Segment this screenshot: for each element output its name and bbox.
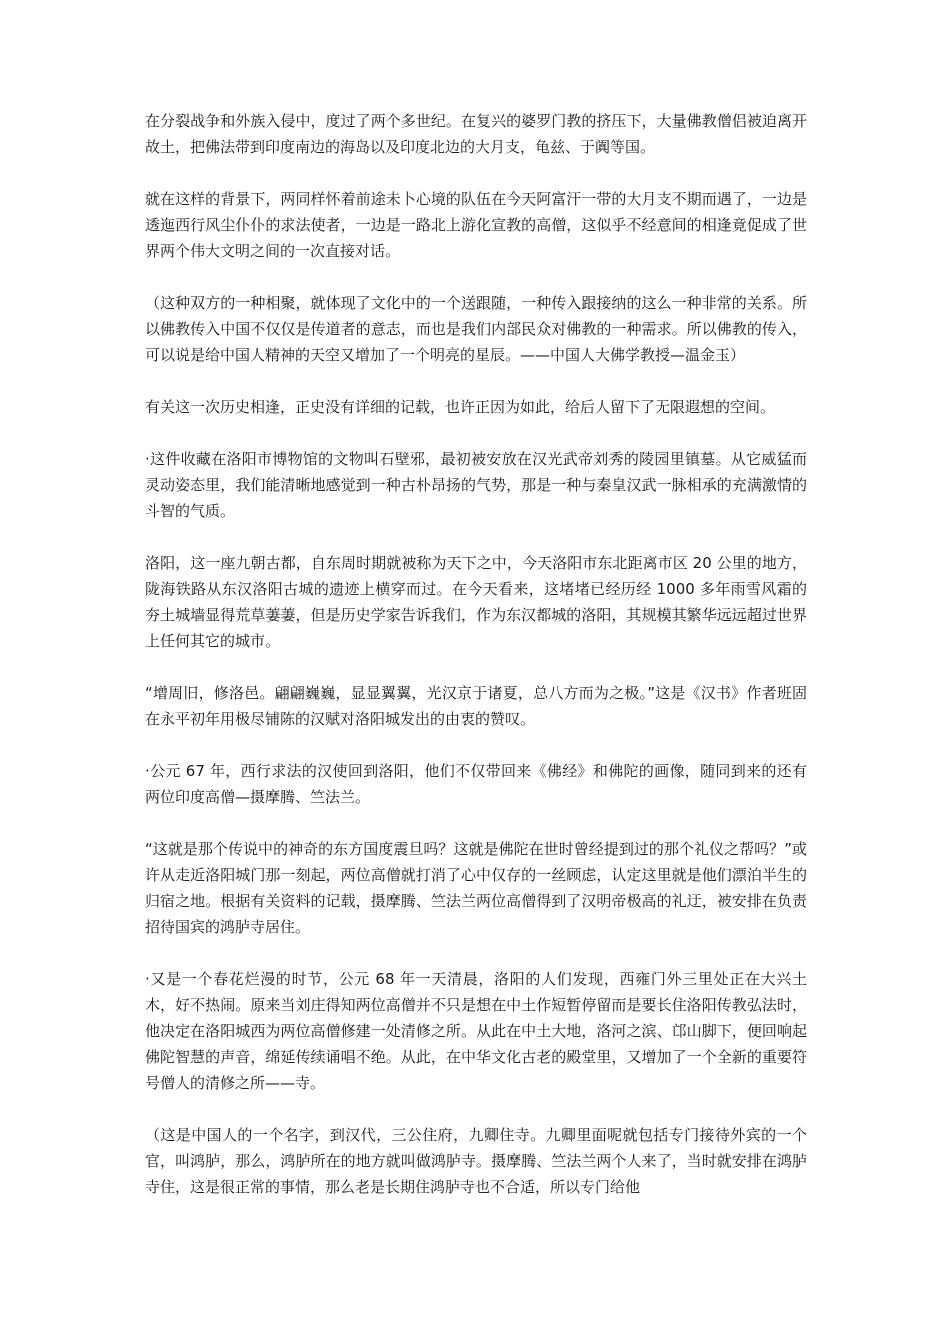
paragraph-8: ·公元 67 年，西行求法的汉使回到洛阳，他们不仅带回来《佛经》和佛陀的画像，随同到来的还有两位印度高僧—摄摩腾、竺法兰。: [145, 762, 807, 806]
paragraph-7: “增周旧，修洛邑。翩翩巍巍，显显翼翼，光汉京于诸夏，总八方而为之极。”这是《汉书》作者班固在永平初年用极尽铺陈的汉赋对洛阳城发出的由衷的赞叹。: [145, 684, 807, 728]
paragraph-11: （这是中国人的一个名字，到汉代，三公住府，九卿住寺。九卿里面呢就包括专门接待外宾的一个官，叫鸿胪，那么，鸿胪所在的地方就叫做鸿胪寺。摄摩腾、竺法兰两个人来了，当时就安排在鸿胪寺住，这是很正常的事情，那么老是长期住鸿胪寺也不合适，所以专门给他: [145, 1126, 807, 1196]
paragraph-4: 有关这一次历史相逢，正史没有详细的记载，也许正因为如此，给后人留下了无限遐想的空间。: [145, 398, 776, 416]
paragraph-6: 洛阳，这一座九朝古都，自东周时期就被称为天下之中，今天洛阳市东北距离市区 20 公里的地方，陇海铁路从东汉洛阳古城的遗迹上横穿而过。在今天看来，这堵堵已经历经 1000 多年雨雪风霜的夯土城墙显得荒草萋萋，但是历史学家告诉我们，作为东汉都城的洛阳，其规模其繁华远远超过世界上任何其它的城市。: [145, 554, 807, 650]
paragraph-10: ·又是一个春花烂漫的时节，公元 68 年一天清晨，洛阳的人们发现，西雍门外三里处正在大兴土木，好不热闹。原来当刘庄得知两位高僧并不只是想在中土作短暂停留而是要长住洛阳传教弘法时，他决定在洛阳城西为两位高僧修建一处清修之所。从此在中土大地，洛河之滨、邙山脚下，便回响起佛陀智慧的声音，绵延传续诵唱不绝。从此，在中华文化古老的殿堂里，又增加了一个全新的重要符号僧人的清修之所——寺。: [145, 970, 807, 1092]
paragraph-1: 在分裂战争和外族入侵中，度过了两个多世纪。在复兴的婆罗门教的挤压下，大量佛教僧侣被迫离开故土，把佛法带到印度南边的海岛以及印度北边的大月支，龟兹、于阗等国。: [145, 112, 807, 156]
document-body: [145, 108, 807, 1226]
paragraph-5: ·这件收藏在洛阳市博物馆的文物叫石壁邪，最初被安放在汉光武帝刘秀的陵园里镇墓。从它威猛而灵动姿态里，我们能清晰地感觉到一种古朴昂扬的气势，那是一种与秦皇汉武一脉相承的充满激情的斗智的气质。: [145, 450, 807, 520]
paragraph-2: 就在这样的背景下，两同样怀着前途未卜心境的队伍在今天阿富汗一带的大月支不期而遇了，一边是透迤西行风尘仆仆的求法使者，一边是一路北上游化宣教的高僧，这似乎不经意间的相逢竟促成了世界两个伟大文明之间的一次直接对话。: [145, 190, 807, 260]
paragraph-9: “这就是那个传说中的神奇的东方国度震旦吗？这就是佛陀在世时曾经提到过的那个礼仪之帮吗？”或许从走近洛阳城门那一刻起，两位高僧就打消了心中仅存的一丝顾虑，认定这里就是他们漂泊半生的归宿之地。根据有关资料的记载，摄摩腾、竺法兰两位高僧得到了汉明帝极高的礼迂，被安排在负责招待国宾的鸿胪寺居住。: [145, 840, 807, 936]
paragraph-3: （这种双方的一种相聚，就体现了文化中的一个送跟随，一种传入跟接纳的这么一种非常的关系。所以佛教传入中国不仅仅是传道者的意志，而也是我们内部民众对佛教的一种需求。所以佛教的传入，可以说是给中国人精神的天空又增加了一个明亮的星辰。——中国人大佛学教授—温金玉）: [145, 294, 807, 364]
